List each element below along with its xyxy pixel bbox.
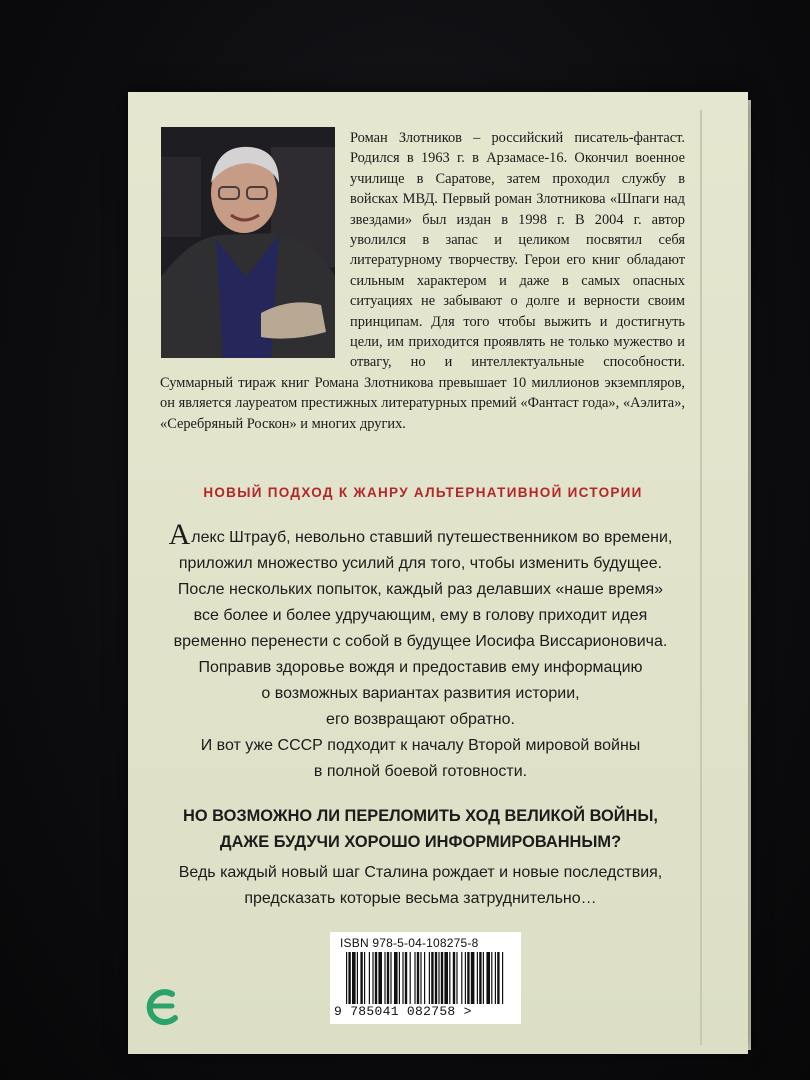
question-line-2: ДАЖЕ БУДУЧИ ХОРОШО ИНФОРМИРОВАННЫМ? <box>219 833 622 851</box>
barcode-bar <box>405 952 407 1004</box>
barcode-bar <box>444 952 448 1004</box>
blurb-line-6: Поправив здоровье вождя и предоставив ему информацию <box>198 659 643 676</box>
barcode-bar <box>346 952 347 1004</box>
barcode-bar <box>497 952 499 1004</box>
closing-line-1: Ведь каждый новый шаг Сталина рождает и новые последствия, <box>178 864 663 881</box>
blurb-line-2: приложил множество усилий для того, чтобы изменить будущее. <box>178 555 663 572</box>
question-line-1: НО ВОЗМОЖНО ЛИ ПЕРЕЛОМИТЬ ХОД ВЕЛИКОЙ ВОЙНЫ, <box>183 807 658 825</box>
bio-text: Роман Злотников – российский писатель-фантаст. Родился в 1963 г. в Арзамасе-16. Окончил военное училище в Саратове, затем проходил службу в войсках МВД. Первый роман Злотникова «Шпаги над звездами» был издан в 1998 г. В 2004 г. автор уволился в запас и целиком посвятил себя литературному творчеству. Герои его книг обладают сильным характером и даже в самых опасных ситуациях не забывают о долге и верности своим принципам. Для того чтобы выжить и достигнуть цели, им приходится проявлять не только мужество и отвагу, но и интеллектуальные способности. Суммарный тираж книг Романа Злотникова превышает 10 миллионов экземпляров, он является лауреатом престижных литературных премий «Фантаст года», «Аэлита», «Серебряный Роскон» и многих других. <box>160 130 685 432</box>
barcode-bar <box>372 952 373 1004</box>
barcode-bar <box>441 952 443 1004</box>
blurb-line-10: в полной боевой готовности. <box>313 763 528 780</box>
barcode-bar <box>502 952 503 1004</box>
bio-photo-space <box>160 128 350 358</box>
barcode-bar <box>453 952 455 1004</box>
barcode-bar <box>357 952 358 1004</box>
drop-cap: А <box>168 518 191 551</box>
closing-line-2: предсказать которые весьма затруднительно… <box>244 890 597 907</box>
barcode-bar <box>438 952 439 1004</box>
barcode-bar <box>369 952 370 1004</box>
barcode-bar <box>387 952 389 1004</box>
barcode-bar <box>375 952 377 1004</box>
barcode-bar <box>467 952 469 1004</box>
barcode-bar <box>420 952 421 1004</box>
barcode-bar <box>495 952 496 1004</box>
barcode-bar <box>414 952 415 1004</box>
barcode-digits: 9 785041 082758 > <box>334 1004 472 1019</box>
blurb-line-8: его возвращают обратно. <box>326 711 515 728</box>
genre-tagline: НОВЫЙ ПОДХОД К ЖАНРУ АЛЬТЕРНАТИВНОЙ ИСТОРИИ <box>203 485 643 500</box>
barcode-bar <box>348 952 350 1004</box>
barcode-bar <box>483 952 484 1004</box>
barcode-bar <box>390 952 391 1004</box>
barcode-bar <box>456 952 457 1004</box>
barcode-bar <box>491 952 492 1004</box>
barcode-bar <box>429 952 430 1004</box>
barcode-bar <box>471 952 475 1004</box>
spine-crease <box>700 110 702 1045</box>
barcode-bar <box>477 952 478 1004</box>
barcode-bar <box>424 952 425 1004</box>
barcode-bar <box>360 952 362 1004</box>
barcode-bar <box>486 952 490 1004</box>
barcode-bar <box>435 952 437 1004</box>
barcode-bar <box>402 952 403 1004</box>
barcode-bar <box>461 952 462 1004</box>
barcode-bars <box>346 952 506 1004</box>
blurb-line-1: Алекс Штрауб, невольно ставший путешественником во времени, <box>168 518 673 551</box>
barcode-bar <box>465 952 466 1004</box>
book-blurb <box>148 518 693 785</box>
question-heading <box>148 803 693 855</box>
barcode-bar <box>394 952 398 1004</box>
barcode-bar <box>378 952 382 1004</box>
blurb-line-7: о возможных вариантах развития истории, <box>261 685 580 702</box>
barcode-bar <box>417 952 419 1004</box>
barcode-bar <box>431 952 433 1004</box>
barcode-bar <box>352 952 356 1004</box>
blurb-line-4: все более и более удручающим, ему в голову приходит идея <box>193 607 648 624</box>
barcode-bar <box>384 952 385 1004</box>
blurb-line-9: И вот уже СССР подходит к началу Второй мировой войны <box>200 737 641 754</box>
closing-text <box>148 860 693 912</box>
blurb-line-5: временно перенести с собой в будущее Иосифа Виссарионовича. <box>173 633 668 650</box>
barcode-bar <box>479 952 481 1004</box>
barcode-bar <box>410 952 411 1004</box>
barcode-bar <box>364 952 365 1004</box>
blurb-line-3: После нескольких попыток, каждый раз делавших «наше время» <box>177 581 664 598</box>
eksmo-logo-icon <box>142 980 182 1030</box>
barcode <box>330 932 521 1024</box>
isbn-label: ISBN 978-5-04-108275-8 <box>340 936 479 950</box>
barcode-bar <box>399 952 400 1004</box>
author-bio <box>160 128 685 434</box>
barcode-bar <box>449 952 450 1004</box>
